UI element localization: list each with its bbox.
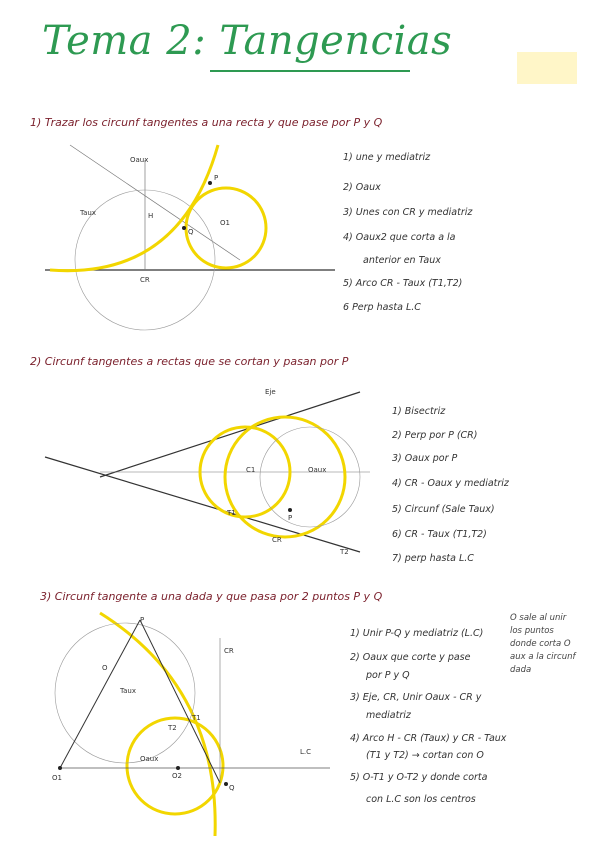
s1-step-5: 5) Arco CR - Taux (T1,T2) (343, 278, 463, 289)
label-t2: T2 (340, 548, 349, 556)
label-taux-3: Taux (120, 687, 136, 695)
label-eje: Eje (265, 388, 276, 396)
label-c1: C1 (246, 466, 256, 474)
label-p-3: P (140, 616, 145, 624)
section-3-figure (40, 608, 340, 838)
s3-step-1: 1) Unir P-Q y mediatriz (L.C) (350, 628, 484, 639)
title-main: Tema 2: (42, 18, 207, 64)
title-sub: Tangencias (219, 18, 453, 64)
sticky-note (517, 52, 577, 84)
label-cr-2: CR (272, 536, 282, 544)
s1-step-6: 6 Perp hasta L.C (343, 302, 421, 313)
page-title (42, 18, 452, 64)
label-o: O (102, 664, 108, 672)
label-q-3: Q (229, 784, 235, 792)
s2-step-3: 3) Oaux por P (392, 453, 458, 464)
margin-note: O sale al unir los puntos donde corta O aux a la circunf dada (510, 613, 576, 675)
s2-step-7: 7) perp hasta L.C (392, 553, 474, 564)
s3-step-4: 4) Arco H - CR (Taux) y CR - Taux (350, 733, 507, 744)
s1-step-4b: anterior en Taux (363, 255, 441, 266)
s3-step-2b: por P y Q (366, 670, 410, 681)
s3-step-5: 5) O-T1 y O-T2 y donde corta (350, 772, 488, 783)
s2-step-5: 5) Circunf (Sale Taux) (392, 504, 495, 515)
s1-step-2: 2) Oaux (343, 182, 381, 193)
big-tangent-circle (225, 417, 345, 537)
s3-step-4b: (T1 y T2) → cortan con O (366, 750, 484, 761)
point-q-3 (224, 782, 228, 786)
s3-step-2: 2) Oaux que corte y pase (350, 652, 471, 663)
label-q: Q (188, 228, 194, 236)
s2-step-1: 1) Bisectriz (392, 406, 446, 417)
label-t1: T1 (227, 509, 236, 517)
s2-step-6: 6) CR - Taux (T1,T2) (392, 529, 487, 540)
s3-step-5b: con L.C son los centros (366, 794, 476, 805)
label-t1-3: T1 (192, 714, 201, 722)
tangent-circle-1 (186, 188, 266, 268)
section-3-heading: 3) Circunf tangente a una dada y que pasa por 2 puntos P y Q (40, 590, 383, 603)
point-p (208, 181, 212, 185)
s3-step-3b: mediatriz (366, 710, 411, 721)
line-upper (100, 392, 360, 477)
label-p: P (214, 174, 219, 182)
title-underline (210, 70, 410, 72)
label-o1: O1 (220, 219, 230, 227)
section-2-heading: 2) Circunf tangentes a rectas que se cortan y pasan por P (30, 355, 349, 368)
section-1-heading: 1) Trazar los circunf tangentes a una recta y que pase por P y Q (30, 116, 383, 129)
label-h: H (148, 212, 154, 220)
label-cr-3: CR (224, 647, 234, 655)
construction-line (70, 145, 240, 260)
section-1-figure (40, 140, 340, 290)
label-oaux: Oaux (130, 156, 149, 164)
s1-step-1: 1) une y mediatriz (343, 152, 431, 163)
point-o1 (58, 766, 62, 770)
point-o2 (176, 766, 180, 770)
point-q (182, 226, 186, 230)
label-p-2: P (288, 514, 293, 522)
label-oaux-2: Oaux (308, 466, 327, 474)
label-taux: Taux (80, 209, 96, 217)
label-o2-3: O2 (172, 772, 182, 780)
s3-step-3: 3) Eje, CR, Unir Oaux - CR y (350, 692, 482, 703)
point-p-2 (288, 508, 292, 512)
label-cr: CR (140, 276, 150, 284)
s1-step-3: 3) Unes con CR y mediatriz (343, 207, 473, 218)
label-o1-3: O1 (52, 774, 62, 782)
label-oaux-3: Oaux (140, 755, 159, 763)
s1-step-4: 4) Oaux2 que corta a la (343, 232, 456, 243)
label-t2-3: T2 (168, 724, 177, 732)
label-lc: L.C (300, 748, 312, 756)
section-2-figure (40, 382, 380, 572)
s2-step-4: 4) CR - Oaux y mediatriz (392, 478, 509, 489)
s2-step-2: 2) Perp por P (CR) (392, 430, 478, 441)
